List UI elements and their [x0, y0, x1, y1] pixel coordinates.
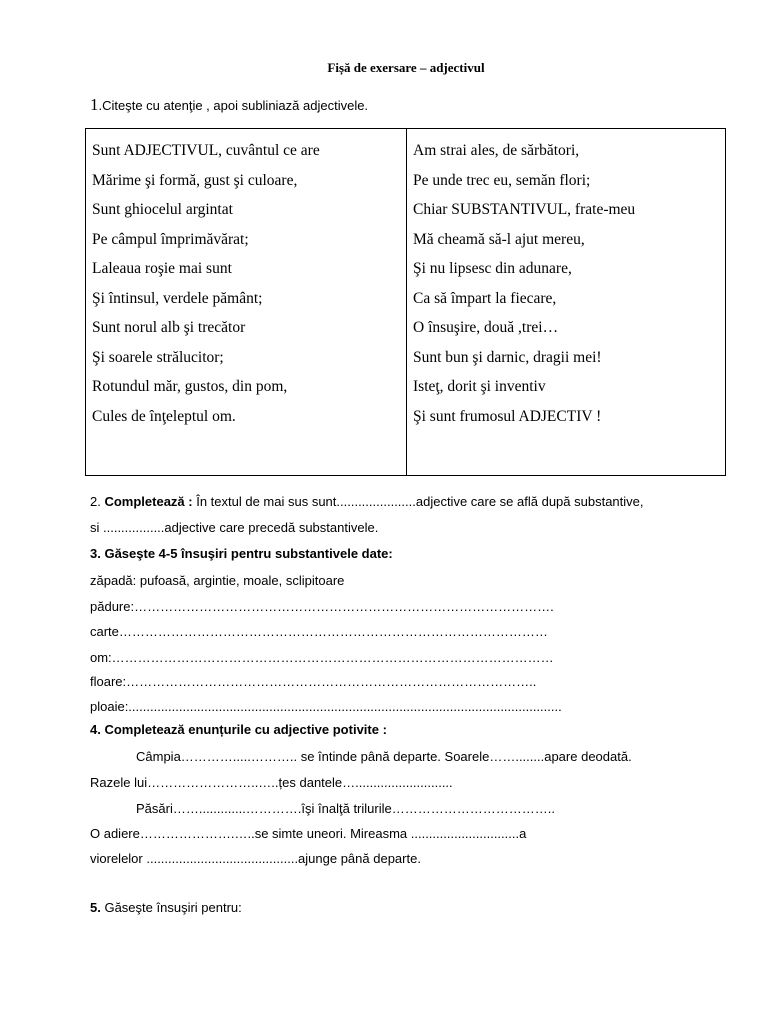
exercise-4-line: Razele lui……………………..…..țes dantele…...........................	[90, 775, 453, 790]
exercise-5-number: 5.	[90, 900, 105, 915]
poem-right-column	[413, 136, 635, 431]
exercise-4-line: viorelelor ..........................................ajunge până departe.	[90, 851, 421, 866]
exercise-3-item: floare:…………………………………………………………………………………..	[90, 674, 537, 689]
exercise-3-item: carte………………………………………………………………………………………	[90, 624, 548, 639]
poem-line: Sunt norul alb şi trecător	[92, 319, 246, 336]
poem-line: Şi nu lipsesc din adunare,	[413, 260, 572, 277]
exercise-5-text: Găseşte însuşiri pentru:	[104, 900, 242, 915]
exercise-4-line: O adiere………………….…..se simte uneori. Mireasma ..............................a	[90, 826, 527, 841]
page-title: Fișă de exersare – adjectivul	[327, 60, 485, 75]
exercise-1-number: 1	[90, 95, 99, 114]
exercise-1-text: .Citeşte cu atenţie , apoi subliniază adjectivele.	[98, 98, 369, 113]
poem-line: Laleaua roşie mai sunt	[92, 260, 232, 277]
poem-line: Pe câmpul împrimăvărat;	[92, 230, 249, 248]
exercise-5-instruction	[90, 900, 242, 915]
poem-line: O însuşire, două ,trei…	[413, 319, 559, 336]
poem-line: Rotundul măr, gustos, din pom,	[92, 378, 288, 395]
exercise-3-item: zăpadă: pufoasă, argintie, moale, sclipitoare	[90, 573, 345, 588]
poem-line: Ca să împart la fiecare,	[413, 289, 557, 307]
exercise-4-line: Câmpia………….....……….. se întinde până departe. Soarele……........apare deodată.	[136, 749, 632, 764]
exercise-2-line-1	[90, 494, 644, 509]
poem-line: Şi soarele strălucitor;	[92, 348, 224, 366]
exercise-2-text: În textul de mai sus sunt......................adjective care se află după substantive,	[196, 494, 644, 509]
poem-line: Sunt ADJECTIVUL, cuvântul ce are	[92, 142, 320, 159]
poem-line: Cules de înţeleptul om.	[92, 407, 236, 425]
poem-line: Sunt ghiocelul argintat	[92, 201, 233, 218]
poem-line: Chiar SUBSTANTIVUL, frate-meu	[413, 201, 636, 218]
poem-left-column	[92, 136, 320, 431]
poem-line: Sunt bun şi darnic, dragii mei!	[413, 348, 602, 366]
poem-line: Am strai ales, de sărbători,	[413, 142, 580, 159]
poem-table	[85, 128, 726, 476]
exercise-3-item: pădure:…………………………………………………………………………………….	[90, 599, 554, 614]
poem-line: Şi întinsul, verdele pământ;	[92, 289, 263, 307]
exercise-4-heading: 4. Completează enunțurile cu adjective potivite :	[90, 722, 387, 737]
poem-line: Mărime şi formă, gust şi culoare,	[92, 171, 298, 189]
exercise-4-line: Păsări…….............………….îşi înalţă trilurile………………………………..	[136, 801, 555, 816]
exercise-2-number: 2.	[90, 494, 105, 509]
poem-line: Isteţ, dorit şi inventiv	[413, 378, 546, 395]
exercise-1-instruction	[90, 95, 368, 115]
poem-line: Şi sunt frumosul ADJECTIV !	[413, 407, 602, 425]
exercise-2-label: Completează :	[104, 494, 197, 509]
exercise-2-line-2: si .................adjective care precedă substantivele.	[90, 520, 379, 535]
exercise-3-item: ploaie:........................................................................................................................	[90, 699, 562, 714]
exercise-3-item: om:…………………………………………………………………………………………	[90, 650, 554, 665]
poem-column-divider	[406, 129, 407, 475]
exercise-3-heading: 3. Găseşte 4-5 însuşiri pentru substantivele date:	[90, 546, 393, 561]
poem-line: Pe unde trec eu, semăn flori;	[413, 171, 591, 189]
poem-line: Mă cheamă să-l ajut mereu,	[413, 230, 585, 248]
